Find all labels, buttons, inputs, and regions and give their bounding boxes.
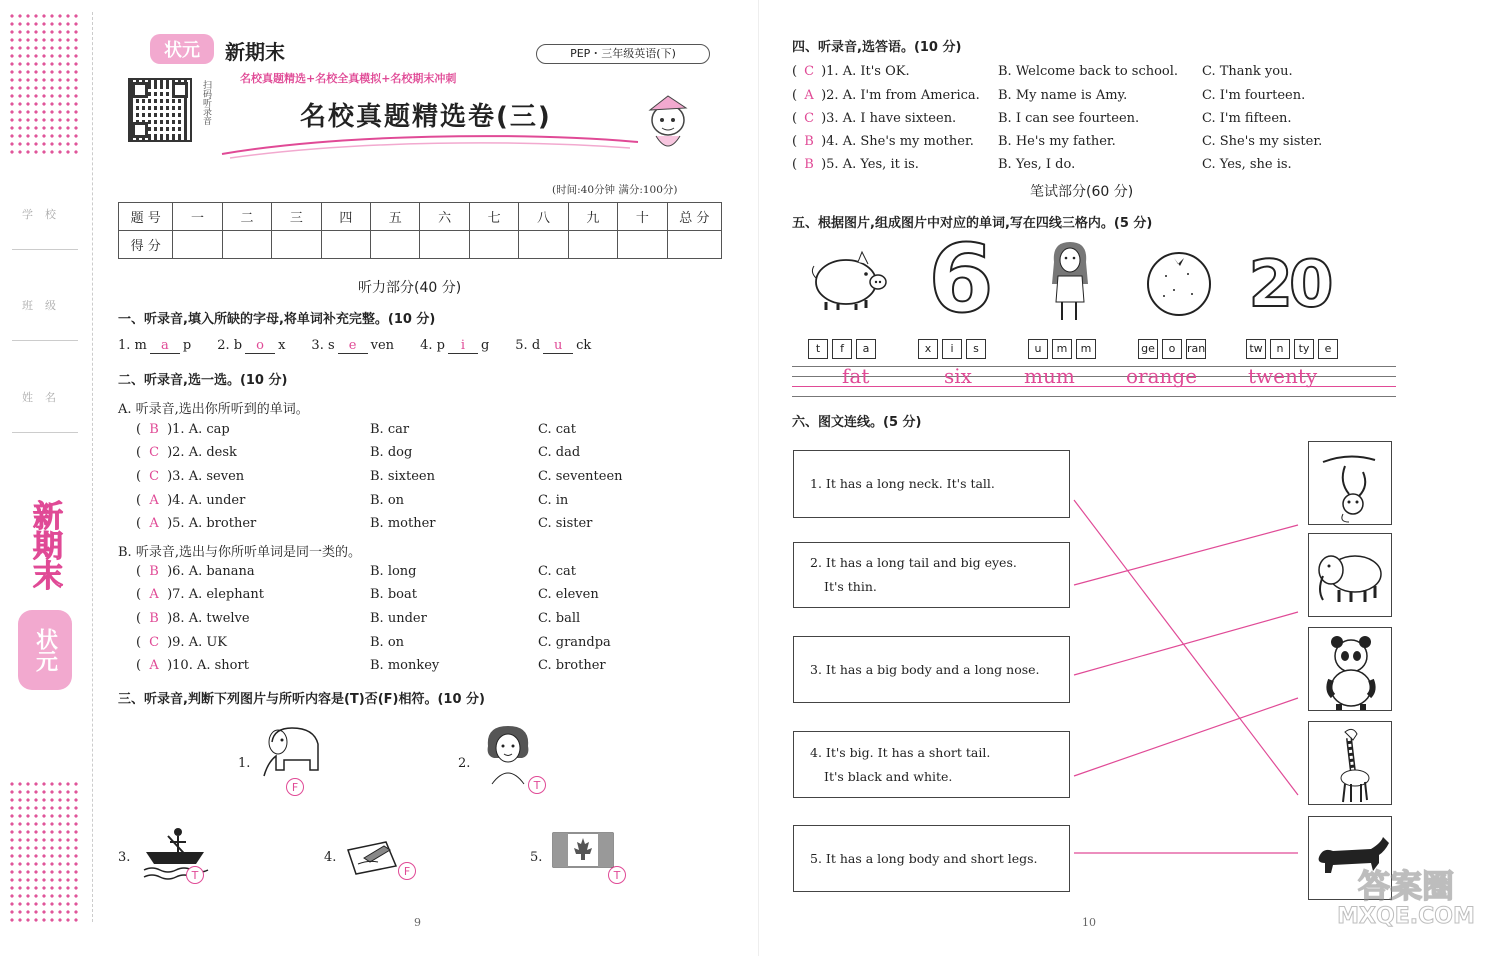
score-cell[interactable] [173,231,222,259]
time-info: (时间:40分钟 满分:100分) [552,184,678,196]
choice-paren: ( [136,611,142,626]
score-cell[interactable] [519,231,568,259]
score-header-cell: 三 [272,203,321,231]
choice-paren: ) [821,157,827,172]
fill-answer[interactable]: o [245,338,275,354]
choice-answer[interactable]: C [149,635,160,650]
option-c: C. I'm fifteen. [1202,111,1292,126]
choice-paren: ) [821,64,827,79]
qr-code [128,78,192,142]
choice-paren: ) [167,611,173,626]
school-label: 学校 [12,205,78,250]
margin-fold-line [92,12,93,922]
option-b: B. sixteen [370,469,435,484]
choice-answer[interactable]: A [804,88,814,103]
written-answer[interactable]: twenty [1248,364,1318,388]
choice-row [136,635,611,650]
letter-tile: t [808,339,828,359]
choice-row [136,469,623,484]
choice-paren: ( [136,635,142,650]
written-answer[interactable]: fat [842,364,870,388]
choice-num: 2. [172,445,185,460]
option-a: A. elephant [188,587,264,602]
letter-tile: s [966,339,986,359]
watermark [1318,868,1494,930]
sentence-box[interactable] [793,731,1070,798]
option-c: C. brother [538,658,606,673]
match-line [1074,698,1298,776]
pig-icon [808,248,892,314]
choice-paren: ) [167,587,173,602]
choice-paren: ( [792,134,798,149]
option-c: C. eleven [538,587,599,602]
choice-answer[interactable]: B [804,134,814,149]
score-cell[interactable] [618,231,667,259]
fill-post: ven [370,338,395,353]
class-label: 班级 [12,296,78,341]
option-a: A. short [196,658,249,673]
tf-num: 4. [324,850,337,865]
option-a: A. I have sixteen. [842,111,957,126]
letter-group [1028,337,1100,359]
picture-box-giraffe[interactable] [1308,721,1392,805]
letter-tile: i [942,339,962,359]
orange-icon [1144,246,1214,318]
fill-item [118,338,191,354]
score-header-cell: 总 分 [667,203,721,231]
choice-row [136,611,581,626]
choice-paren: ( [136,469,142,484]
score-header-cell: 六 [420,203,469,231]
fill-pre: d [531,338,541,353]
letter-group [808,337,880,359]
choice-row [136,564,577,579]
letter-tile: ty [1294,339,1314,359]
tf-num: 3. [118,850,131,865]
sentence-text: 1. It has a long neck. It's tall. [810,476,995,491]
choice-paren: ( [136,516,142,531]
section3-title: 三、听录音,判断下列图片与所听内容是(T)否(F)相符。(10 分) [118,692,485,707]
reply-row [792,111,1292,126]
choice-num: 4. [826,134,839,149]
choice-answer[interactable]: C [804,111,815,126]
score-table-header-row [119,203,722,231]
choice-paren: ( [792,88,798,103]
score-header-cell: 十 [618,203,667,231]
tf-num: 5. [530,850,543,865]
choice-answer[interactable]: A [149,516,159,531]
number-twenty-icon: 20 [1248,248,1330,322]
choice-paren: ( [136,658,142,673]
tf-answer[interactable]: F [286,778,304,796]
tf-answer[interactable]: T [528,776,546,794]
choice-num: 1. [826,64,839,79]
choice-row [136,422,577,437]
choice-num: 3. [172,469,185,484]
fill-item [420,338,489,354]
match-line [1074,525,1298,585]
option-c: C. seventeen [538,469,623,484]
choice-num: 7. [172,587,185,602]
section1-title: 一、听录音,填入所缺的字母,将单词补充完整。(10 分) [118,312,436,327]
fill-answer[interactable]: i [448,338,478,354]
choice-answer[interactable]: C [149,469,160,484]
option-a: A. seven [188,469,245,484]
giraffe-icon [1309,722,1392,805]
letter-tile: e [1318,339,1338,359]
option-a: A. She's my mother. [842,134,974,149]
tf-num: 1. [238,756,251,771]
choice-answer[interactable]: B [149,564,159,579]
fill-pre: m [134,338,147,353]
letter-group [1138,337,1210,359]
choice-num: 5. [826,157,839,172]
choice-num: 3. [826,111,839,126]
decor-dots-top [8,12,82,154]
choice-paren: ( [136,587,142,602]
reply-row [792,64,1293,79]
side-logo [18,610,72,690]
option-c: C. dad [538,445,581,460]
choice-answer[interactable]: C [804,64,815,79]
subtitle: 名校真题精选+名校全真模拟+名校期末冲刺 [240,72,457,85]
match-line [1074,500,1298,795]
page-number-right: 10 [1082,916,1096,929]
score-cell[interactable] [371,231,420,259]
choice-answer[interactable]: B [804,157,814,172]
choice-paren: ) [821,134,827,149]
logo [150,34,214,64]
letter-tile: m [1076,339,1096,359]
score-header-cell: 五 [371,203,420,231]
choice-answer[interactable]: B [149,422,159,437]
choice-row [136,658,606,673]
choice-paren: ) [167,635,173,650]
sentence-box[interactable] [793,825,1070,892]
letter-tile: o [1162,339,1182,359]
fill-item [311,338,394,354]
fill-post: g [480,338,490,353]
reply-row [792,157,1292,172]
choice-paren: ) [821,88,827,103]
option-a: A. desk [188,445,237,460]
match-lines [1070,440,1310,910]
choice-num: 9. [172,635,185,650]
option-b: B. mother [370,516,436,531]
sentence-text: 2. It has a long tail and big eyes. [810,555,1017,570]
letter-tile: a [856,339,876,359]
fill-pre: p [436,338,445,353]
match-line [1074,612,1298,675]
choice-paren: ) [167,658,173,673]
choice-row [136,516,593,531]
sentence-text: 4. It's big. It has a short tail. [810,744,991,760]
tf-answer[interactable]: T [608,866,626,884]
option-b: B. monkey [370,658,440,673]
section2-title: 二、听录音,选一选。(10 分) [118,373,288,388]
option-c: C. I'm fourteen. [1202,88,1306,103]
reply-row [792,134,1323,149]
letter-group [918,337,990,359]
sentence-text: 3. It has a big body and a long nose. [810,661,1040,677]
written-answer[interactable]: mum [1024,364,1075,388]
score-cell[interactable] [420,231,469,259]
sentence-box[interactable] [793,636,1070,703]
elephant-icon [1309,534,1392,617]
grade-badge: PEP・三年级英语(下) [536,44,710,64]
section4-title: 四、听录音,选答语。(10 分) [792,40,962,55]
option-c: C. Yes, she is. [1202,157,1292,172]
score-cell[interactable] [469,231,518,259]
picture-box-monkey[interactable] [1308,441,1392,525]
written-answer[interactable]: six [944,364,972,388]
side-brand: 新期末 [27,500,62,590]
option-b: B. car [370,422,410,437]
picture-box-panda[interactable] [1308,627,1392,711]
option-a: A. It's OK. [842,64,910,79]
page-fold [758,0,759,956]
mascot-icon [638,92,696,158]
canada-flag-icon [552,832,614,868]
option-c: C. in [538,493,569,508]
option-c: C. grandpa [538,635,611,650]
score-cell[interactable] [568,231,617,259]
score-header-cell: 八 [519,203,568,231]
choice-answer[interactable]: A [149,587,159,602]
fill-answer[interactable]: e [338,338,368,354]
choice-paren: ( [136,422,142,437]
writing-icon [344,836,404,876]
fill-pre: s [327,338,335,353]
option-b: B. boat [370,587,417,602]
option-b: B. on [370,493,405,508]
sentence-box[interactable] [793,450,1070,518]
choice-paren: ( [136,445,142,460]
choice-paren: ) [167,445,173,460]
score-header-cell: 一 [173,203,222,231]
option-a: A. twelve [188,611,250,626]
choice-answer[interactable]: B [149,611,159,626]
listening-title: 听力部分(40 分) [358,280,462,296]
choice-paren: ) [167,564,173,579]
letter-tile: n [1270,339,1290,359]
option-c: C. Thank you. [1202,64,1293,79]
option-a: A. cap [188,422,230,437]
option-a: A. under [188,493,246,508]
title-swoosh [220,128,640,160]
logo-text: 状元 [164,40,200,61]
fill-num: 2. [217,338,230,353]
choice-paren: ) [167,493,173,508]
choice-row [136,445,581,460]
letter-tile: u [1028,339,1048,359]
fill-answer[interactable]: u [543,338,573,354]
option-b: B. under [370,611,427,626]
letter-tile: ge [1138,339,1158,359]
option-b: B. long [370,564,417,579]
choice-row [136,493,569,508]
choice-paren: ) [167,469,173,484]
score-table-score-row [119,231,722,259]
letter-tile: ran [1186,339,1206,359]
letter-tile: x [918,339,938,359]
fill-post: x [278,338,286,353]
choice-paren: ) [167,516,173,531]
score-header-cell: 二 [222,203,271,231]
picture-box-elephant[interactable] [1308,533,1392,617]
letter-tile: f [832,339,852,359]
score-header-cell: 七 [469,203,518,231]
option-b: B. He's my father. [998,134,1116,149]
option-c: C. ball [538,611,581,626]
monkey-icon [1309,442,1392,525]
sentence-text: It's thin. [824,579,877,594]
fill-pre: b [233,338,243,353]
qr-caption: 扫码听录音 [201,80,211,125]
choice-num: 6. [172,564,185,579]
choice-paren: ) [821,111,827,126]
fill-item [217,338,285,354]
fill-num: 4. [420,338,433,353]
option-b: B. My name is Amy. [998,88,1128,103]
section6-title: 六、图文连线。(5 分) [792,415,922,430]
fill-item [515,338,591,354]
sentence-box[interactable] [793,542,1070,608]
name-label: 姓名 [12,388,78,433]
written-answer[interactable]: orange [1126,364,1198,388]
letter-tile: tw [1246,339,1266,359]
section5-title: 五、根据图片,组成图片中对应的单词,写在四线三格内。(5 分) [792,216,1153,231]
watermark-url: MXQE.COM [1337,904,1475,929]
choice-num: 8. [172,611,185,626]
watermark-text: 答案圈 [1357,867,1454,905]
choice-paren: ( [792,111,798,126]
option-c: C. She's my sister. [1202,134,1323,149]
option-a: A. brother [188,516,257,531]
score-cell[interactable] [272,231,321,259]
section2-partB: B. 听录音,选出与你所听单词是同一类的。 [118,545,361,560]
reply-row [792,88,1306,103]
choice-answer[interactable]: A [149,493,159,508]
option-b: B. I can see fourteen. [998,111,1140,126]
fill-post: p [182,338,192,353]
choice-num: 5. [172,516,185,531]
tf-num: 2. [458,756,471,771]
choice-num: 2. [826,88,839,103]
fill-num: 5. [515,338,528,353]
letter-group [1246,337,1342,359]
letter-tile: m [1052,339,1072,359]
choice-paren: ( [792,157,798,172]
choice-num: 10. [172,658,193,673]
option-b: B. on [370,635,405,650]
score-table [118,202,722,259]
tf-answer[interactable]: F [398,862,416,880]
option-b: B. Yes, I do. [998,157,1076,172]
option-b: B. Welcome back to school. [998,64,1179,79]
section1-items [118,338,718,354]
decor-dots-bottom [8,780,82,922]
side-logo-text: 状元 [32,628,58,672]
option-a: A. banana [188,564,255,579]
fill-post: ck [576,338,592,353]
choice-paren: ( [792,64,798,79]
fill-answer[interactable]: a [150,338,180,354]
choice-answer[interactable]: A [149,658,159,673]
score-cell[interactable] [667,231,721,259]
choice-paren: ( [136,564,142,579]
exam-title: 名校真题精选卷(三) [300,102,552,132]
choice-paren: ) [167,422,173,437]
score-header-cell: 题 号 [119,203,173,231]
choice-num: 4. [172,493,185,508]
fill-num: 1. [118,338,131,353]
panda-icon [1309,628,1392,711]
score-cell[interactable] [321,231,370,259]
option-c: C. cat [538,422,577,437]
tf-answer[interactable]: T [186,866,204,884]
sentence-text: It's black and white. [824,768,953,784]
option-a: A. Yes, it is. [842,157,919,172]
option-c: C. cat [538,564,577,579]
brand-title: 新期末 [225,40,285,64]
choice-row [136,587,599,602]
section2-partA: A. 听录音,选出你所听到的单词。 [118,402,309,417]
option-c: C. sister [538,516,593,531]
choice-num: 1. [172,422,185,437]
elephant-icon [258,722,334,780]
girl-icon [478,722,538,786]
choice-answer[interactable]: C [149,445,160,460]
option-a: A. UK [188,635,228,650]
option-b: B. dog [370,445,413,460]
score-header-cell: 四 [321,203,370,231]
option-a: A. I'm from America. [842,88,980,103]
number-six-icon: 6 [928,225,994,334]
written-title: 笔试部分(60 分) [1030,184,1134,200]
score-cell[interactable] [222,231,271,259]
sentence-text: 5. It has a long body and short legs. [810,850,1038,866]
choice-paren: ( [136,493,142,508]
page-number-left: 9 [414,916,421,929]
mother-icon [1044,240,1094,324]
score-row-label: 得 分 [119,231,173,259]
fill-num: 3. [311,338,324,353]
score-header-cell: 九 [568,203,617,231]
